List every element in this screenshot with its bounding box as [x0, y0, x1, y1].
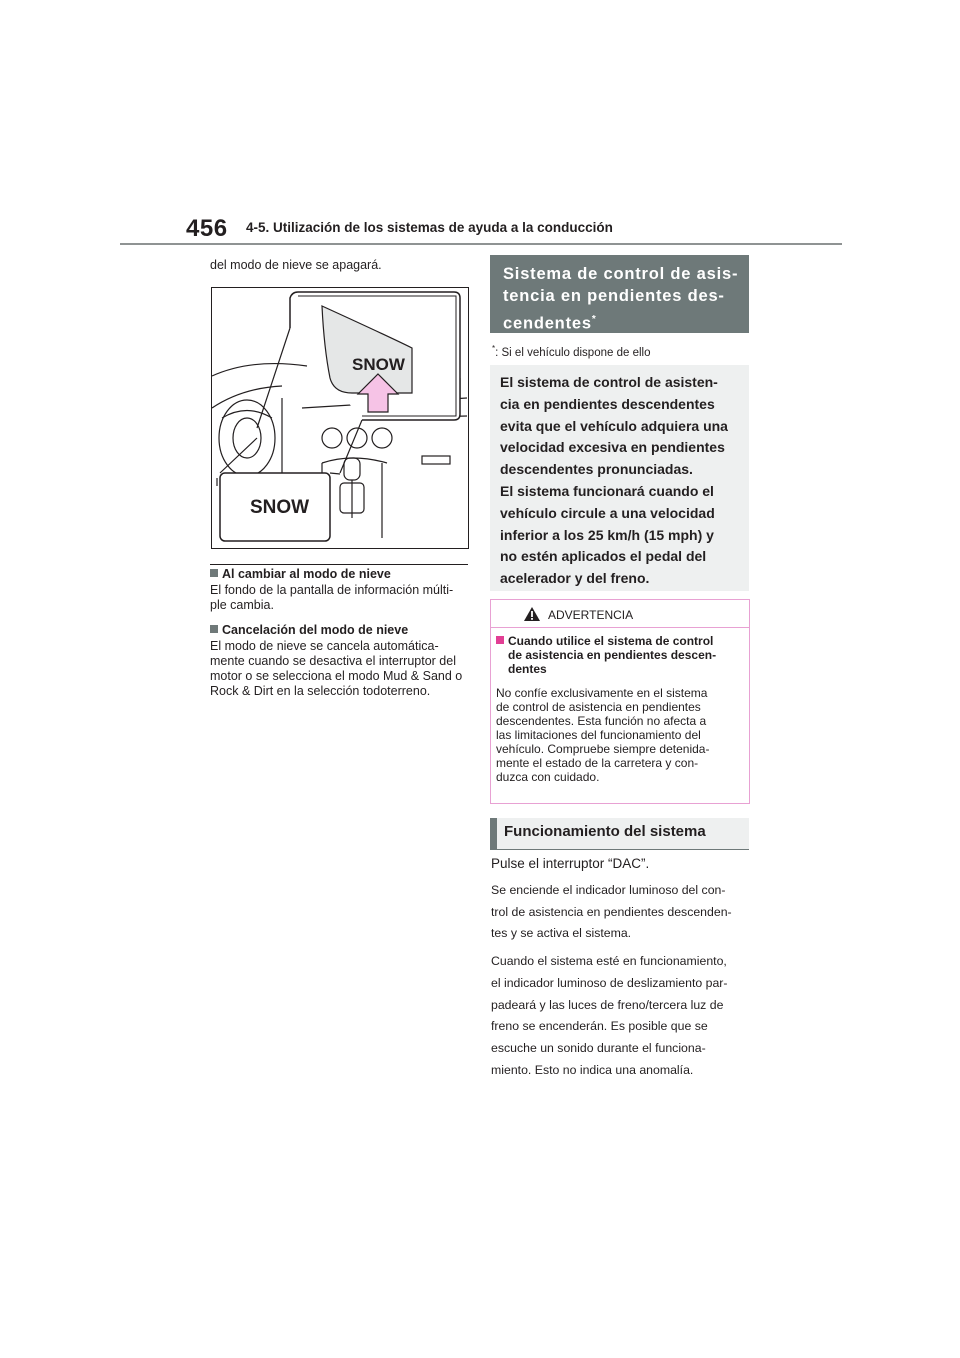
- snow-label-callout: SNOW: [250, 497, 310, 518]
- warning-box: [490, 599, 750, 804]
- summary-line: cia en pendientes descendentes: [500, 395, 715, 412]
- item-line: mente cuando se desactiva el interruptor del: [210, 654, 456, 669]
- footnote: *: Si el vehículo dispone de ello: [492, 344, 651, 359]
- square-bullet-icon: [496, 636, 504, 644]
- item-line: motor o se selecciona el modo Mud & Sand o: [210, 668, 463, 683]
- dac-summary-box: [490, 365, 749, 591]
- left-items: [210, 567, 470, 698]
- summary-line: El sistema de control de asisten-: [500, 374, 718, 390]
- item-line: Rock & Dirt en la selección todoterreno.: [210, 683, 431, 698]
- summary-line: acelerador y del freno.: [500, 570, 650, 587]
- warning-body: No confíe exclusivamente en el sistema de control de asistencia en pendientes descendentes. Esta función no afecta a las limitaciones del funcionamiento del vehículo. Compruebe siempre detenida- mente el estado de la carretera y con- duzca con cuidado.: [496, 686, 710, 784]
- summary-line: evita que el vehículo adquiera una: [500, 417, 728, 434]
- summary-line: velocidad excesiva en pendientes: [500, 439, 725, 456]
- square-bullet-icon: [210, 625, 218, 633]
- item-line: El fondo de la pantalla de información múlti-: [210, 583, 454, 597]
- summary-line: vehículo circule a una velocidad: [500, 504, 715, 521]
- item-snow-mode-cancel: [210, 623, 470, 698]
- summary-line: no estén aplicados el pedal del: [500, 548, 707, 565]
- square-bullet-icon: [210, 569, 218, 577]
- operation-title: Funcionamiento del sistema: [504, 823, 706, 840]
- header-divider: [120, 243, 842, 245]
- dac-title: Sistema de control de asis- tencia en pendientes des- cendentes*: [503, 265, 739, 333]
- paragraph: Cuando el sistema esté en funcionamiento, el indicador luminoso de deslizamiento par- padeará y las luces de freno/tercera luz de freno se encenderán. Es posible que se escuche un sonido durante el funciona- miento. Esto no indica una anomalía.: [491, 954, 728, 1077]
- snow-button-illustration: [211, 287, 469, 549]
- page-number: 456: [186, 215, 228, 242]
- dac-title-bar: [490, 255, 749, 333]
- left-intro-text: del modo de nieve se apagará.: [210, 258, 382, 272]
- warning-triangle-icon: [523, 606, 541, 627]
- summary-line: El sistema funcionará cuando el: [500, 482, 714, 499]
- paragraph: Se enciende el indicador luminoso del con- trol de asistencia en pendientes descenden- tes y se activa el sistema.: [491, 883, 732, 941]
- operation-body: [491, 880, 751, 1087]
- item-line: ple cambia.: [210, 597, 274, 612]
- section-title: 4-5. Utilización de los sistemas de ayuda a la conducción: [246, 220, 613, 235]
- step-instruction: Pulse el interruptor “DAC”.: [491, 856, 650, 871]
- item-snow-mode-change: [210, 567, 470, 612]
- operation-divider: [490, 849, 749, 850]
- item-heading: Cancelación del modo de nieve: [222, 623, 409, 638]
- warning-title: ADVERTENCIA: [548, 608, 634, 622]
- snow-label-zoom: SNOW: [352, 355, 405, 374]
- illustration-divider: [210, 564, 468, 565]
- summary-line: inferior a los 25 km/h (15 mph) y: [500, 526, 714, 543]
- summary-line: descendentes pronunciadas.: [500, 461, 693, 478]
- warning-subheading: Cuando utilice el sistema de control de asistencia en pendientes descen- dentes: [496, 634, 744, 676]
- warning-divider: [491, 627, 749, 628]
- item-line: El modo de nieve se cancela automática-: [210, 639, 439, 654]
- operation-title-bar: [490, 818, 749, 849]
- item-heading: Al cambiar al modo de nieve: [222, 567, 391, 581]
- footnote-mark: *: [591, 314, 597, 325]
